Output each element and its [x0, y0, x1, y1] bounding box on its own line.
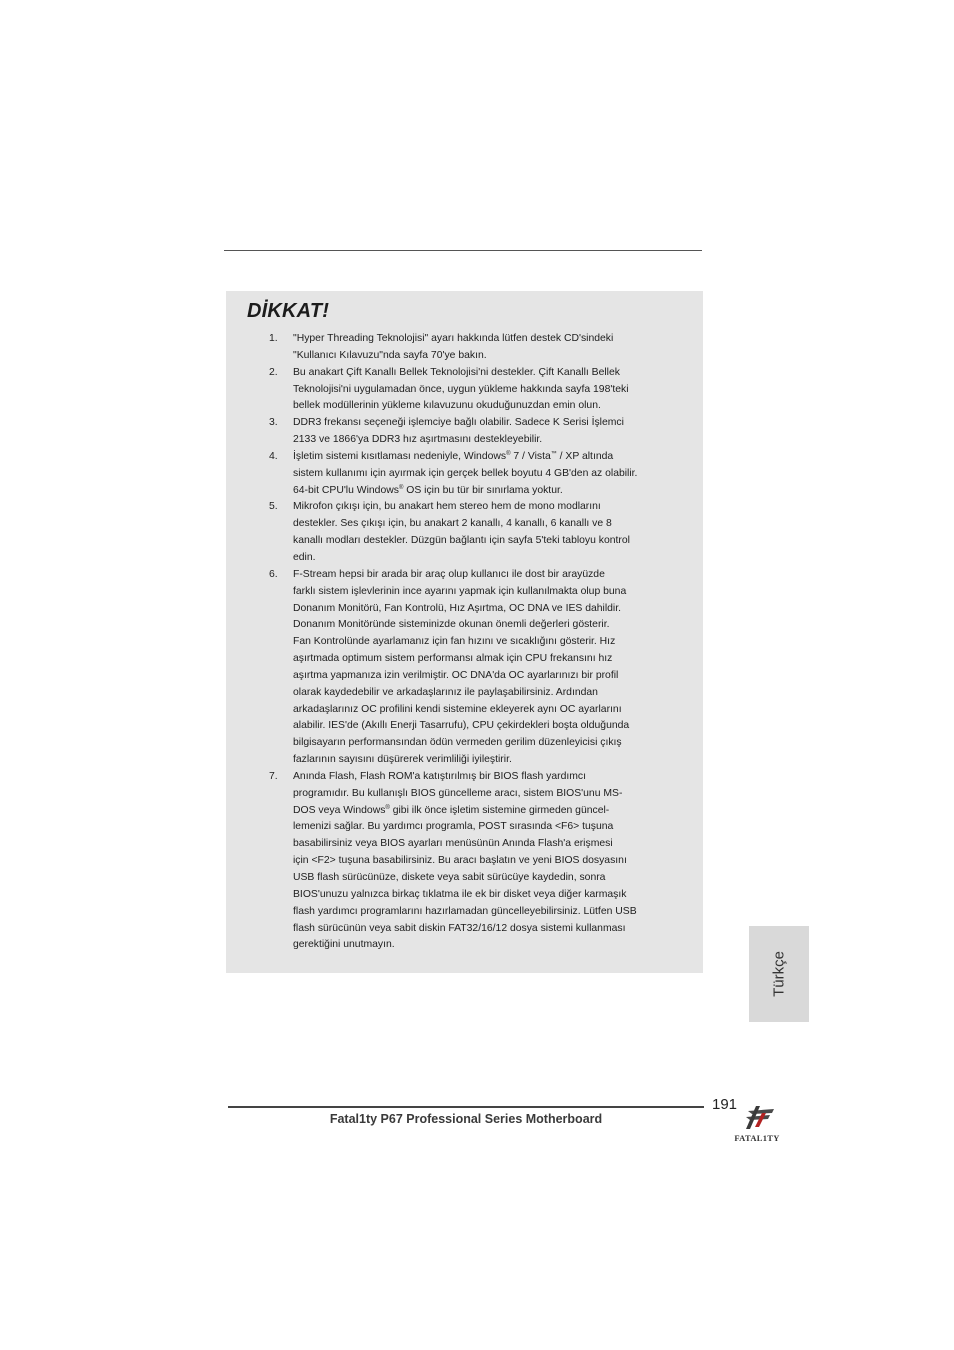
- notice-item: [266, 449, 666, 500]
- notice-item-line: basabilirsiniz veya BIOS ayarları menüsünün Anında Flash'a erişmesi: [293, 838, 613, 850]
- page-number: 191: [712, 1096, 738, 1113]
- notice-item-line: bilgisayarın performansından ödün vermeden gerilim düzenleyicisi çıkış: [293, 737, 622, 749]
- notice-item-number: 2.: [269, 366, 278, 378]
- notice-item-line: aşırtma yapmanıza izin verilmiştir. OC DNA'da OC ayarlarınızı bir profil: [293, 669, 619, 681]
- notice-item-line: sistem kullanımı için ayırmak için gerçek bellek boyutu 4 GB'den az olabilir.: [293, 467, 638, 479]
- notice-item-number: 1.: [269, 333, 278, 344]
- footer-rule: [228, 1106, 704, 1108]
- notice-item: [266, 769, 666, 954]
- notice-item-line: Teknolojisi'ni uygulamadan önce, uygun yükleme hakkında sayfa 198'teki: [293, 383, 629, 395]
- notice-item: [266, 331, 666, 365]
- notice-item-line: farklı sistem işlevlerinin ince ayarını yapmak için kullanılmakta olup buna: [293, 585, 627, 597]
- notice-item-line: arkadaşlarınız OC profilini kendi sistemine ekleyerek aynı OC ayarlarını: [293, 703, 622, 715]
- notice-item-line: aşırtmada optimum sistem performansı almak için CPU frekansını hız: [293, 653, 613, 665]
- notice-item-line: USB flash sürücünüze, diskete veya sabit sürücüye kaydedin, sonra: [293, 872, 606, 883]
- notice-list: [266, 331, 666, 954]
- notice-item-text: [293, 417, 624, 445]
- notice-item-number: 7.: [269, 770, 278, 782]
- notice-item-line: gerektiğini unutmayın.: [293, 939, 395, 951]
- notice-item-line: bellek modüllerinin yükleme kılavuzunu okuduğunuzdan emin olun.: [293, 400, 601, 412]
- notice-item-number: 5.: [269, 501, 278, 513]
- notice-item-text: [293, 367, 629, 412]
- notice-item-line: edin.: [293, 551, 316, 563]
- notice-item-line: BIOS'unuzu yalnızca birkaç tıklatma ile ek bir disket veya diğer karmaşık: [293, 888, 627, 900]
- language-tab: [749, 926, 809, 1022]
- notice-item-line: için <F2> tuşuna basabilirsiniz. Bu aracı başlatın ve yeni BIOS dosyasını: [293, 855, 627, 867]
- notice-item-number: 6.: [269, 568, 278, 580]
- notice-item-number: 3.: [269, 417, 278, 429]
- notice-item-line: Mikrofon çıkışı için, bu anakart hem stereo hem de mono modlarını: [293, 501, 601, 513]
- notice-item-line: "Hyper Threading Teknolojisi" ayarı hakkında lütfen destek CD'sindeki: [293, 333, 614, 344]
- notice-item-line: alabilir. IES'de (Akıllı Enerji Tasarrufu), CPU çekirdekleri boşta olduğunda: [293, 720, 630, 732]
- notice-item-line: İşletim sistemi kısıtlaması nedeniyle, Windows® 7 / Vista™ / XP altında: [293, 450, 614, 462]
- notice-title: DİKKAT!: [247, 300, 330, 322]
- notice-item-line: olarak kaydedebilir ve arkadaşlarınız ile paylaşabilirsiniz. Ardından: [293, 686, 598, 698]
- notice-item: [266, 415, 666, 449]
- notice-item-line: 2133 ve 1866'ya DDR3 hız aşırtmasını destekleyebilir.: [293, 434, 543, 446]
- fatal1ty-logo-mark: [746, 1106, 774, 1129]
- notice-item-line: Anında Flash, Flash ROM'a katıştırılmış bir BIOS flash yardımcı: [293, 770, 587, 782]
- notice-item-line: programıdır. Bu kullanışlı BIOS güncelleme aracı, sistem BIOS'unu MS-: [293, 787, 623, 799]
- notice-item-line: "Kullanıcı Kılavuzu"nda sayfa 70'ye bakın.: [293, 349, 487, 361]
- notice-box: [226, 291, 703, 973]
- notice-item-line: F-Stream hepsi bir arada bir araç olup kullanıcı ile dost bir arayüzde: [293, 568, 605, 580]
- fatal1ty-logo: [726, 1103, 788, 1147]
- top-rule: [224, 250, 702, 251]
- notice-item-line: Bu anakart Çift Kanallı Bellek Teknolojisi'ni destekler. Çift Kanallı Bellek: [293, 366, 620, 378]
- notice-item-line: DOS veya Windows® gibi ilk önce işletim sistemine girmeden güncel-: [293, 804, 610, 816]
- notice-item-number: 4.: [269, 450, 278, 462]
- notice-item-line: flash sürücünün veya sabit diskin FAT32/16/12 dosya sistemi kullanması: [293, 922, 626, 934]
- notice-item-line: DDR3 frekansı seçeneği işlemciye bağlı olabilir. Sadece K Serisi İşlemci: [293, 417, 624, 429]
- fatal1ty-logo-text: FATAL1TY: [734, 1133, 780, 1143]
- notice-item-line: kanallı modları destekler. Düzgün bağlantı için sayfa 5'teki tabloyu kontrol: [293, 535, 630, 547]
- notice-item-line: Donanım Monitöründe sisteminizde okunan önemli değerleri gösterir.: [293, 619, 610, 631]
- language-tab-label: Türkçe: [770, 951, 788, 997]
- notice-item-line: fazlarının sayısını düşürerek verimliliği iyileştirir.: [293, 754, 512, 766]
- notice-item-text: [293, 451, 637, 496]
- notice-item-text: [293, 501, 630, 563]
- notice-item-text: [293, 333, 613, 361]
- footer-title: Fatal1ty P67 Professional Series Motherboard: [329, 1112, 603, 1126]
- notice-item-text: [293, 771, 637, 950]
- notice-item: [266, 499, 666, 566]
- notice-item-line: lemenizi sağlar. Bu yardımcı programla, POST sırasında <F6> tuşuna: [293, 821, 614, 833]
- notice-item-line: destekler. Ses çıkışı için, bu anakart 2 kanallı, 4 kanallı, 6 kanallı ve 8: [293, 518, 612, 530]
- notice-item-line: Donanım Monitörü, Fan Kontrolü, Hız Aşırtma, OC DNA ve IES dahildir.: [293, 602, 622, 614]
- notice-item: [266, 365, 666, 416]
- notice-item-text: [293, 569, 629, 765]
- notice-item-line: Fan Kontrolünde ayarlamanız için fan hızını ve sıcaklığını gösterir. Hız: [293, 636, 616, 648]
- notice-item-line: flash yardımcı programlarını hazırlamadan güncelleyebilirsiniz. Lütfen USB: [293, 905, 637, 917]
- notice-item: [266, 567, 666, 769]
- notice-item-line: 64-bit CPU'lu Windows® OS için bu tür bir sınırlama yoktur.: [293, 484, 563, 496]
